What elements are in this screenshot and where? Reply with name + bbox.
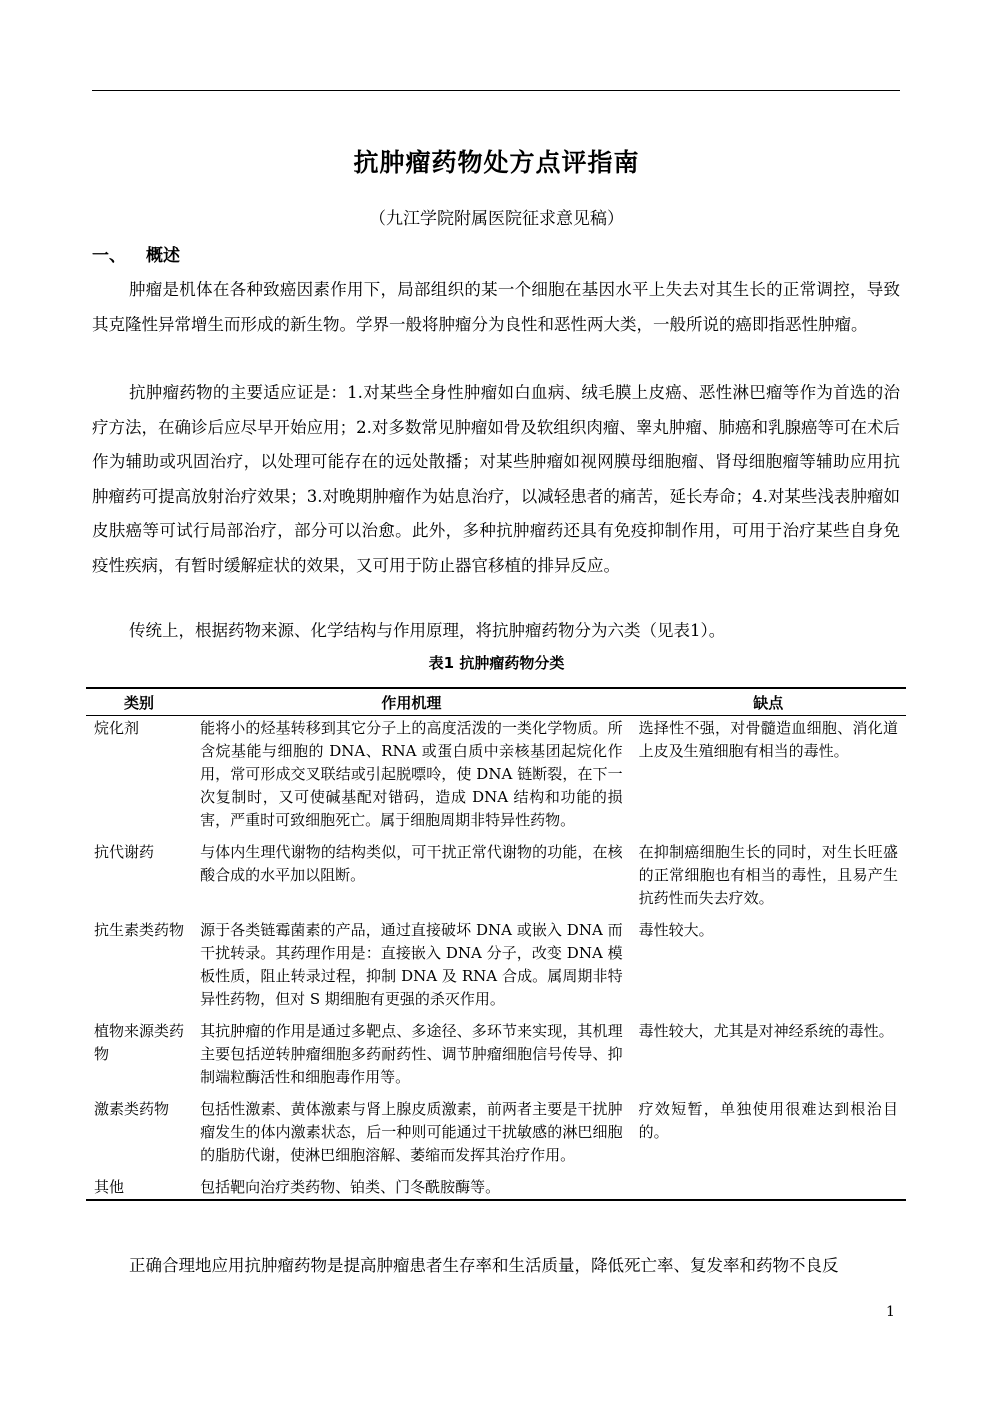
cell-weakness: 疗效短暂，单独使用很难达到根治目的。 <box>638 1100 898 1141</box>
cell-category: 烷化剂 <box>94 719 140 737</box>
cell-weakness: 毒性较大。 <box>638 921 714 939</box>
table-row <box>86 1175 906 1200</box>
paragraph-classification: 传统上，根据药物来源、化学结构与作用原理，将抗肿瘤药物分为六类（见表1）。 <box>129 621 726 640</box>
header-rule <box>92 90 900 91</box>
column-header-category: 类别 <box>86 688 192 716</box>
table-row <box>86 840 906 918</box>
column-header-weakness: 缺点 <box>631 688 906 716</box>
document-subtitle: （九江学院附属医院征求意见稿） <box>369 209 624 229</box>
cell-weakness: 在抑制癌细胞生长的同时，对生长旺盛的正常细胞也有相当的毒性，且易产生抗药性而失去疗效。 <box>638 843 898 907</box>
table-header-row <box>86 688 906 716</box>
cell-mechanism: 其抗肿瘤的作用是通过多靶点、多途径、多环节来实现，其机理主要包括逆转肿瘤细胞多药耐药性、调节肿瘤细胞信号传导、抑制端粒酶活性和细胞毒作用等。 <box>200 1022 623 1086</box>
cell-category: 其他 <box>86 1175 192 1200</box>
cell-mechanism: 包括靶向治疗类药物、铂类、门冬酰胺酶等。 <box>192 1175 631 1200</box>
page-number: 1 <box>886 1304 895 1320</box>
table-row <box>86 716 906 841</box>
cell-mechanism: 源于各类链霉菌素的产品，通过直接破坏 DNA 或嵌入 DNA 而干扰转录。其药理作用是：直接嵌入 DNA 分子，改变 DNA 模板性质，阻止转录过程，抑制 DNA 及 RNA 合成。属周期非特异性药物，但对 S 期细胞有更强的杀灭作用。 <box>200 921 623 1008</box>
table-row <box>86 918 906 1019</box>
cell-mechanism: 与体内生理代谢物的结构类似，可干扰正常代谢物的功能，在核酸合成的水平加以阻断。 <box>200 843 623 884</box>
section-heading <box>92 241 180 266</box>
cell-category: 抗生素类药物 <box>94 921 185 939</box>
drug-classification-table <box>86 687 906 1201</box>
cell-weakness: 毒性较大，尤其是对神经系统的毒性。 <box>638 1022 894 1040</box>
column-header-mechanism: 作用机理 <box>192 688 631 716</box>
table-row <box>86 1097 906 1175</box>
table-row <box>86 1019 906 1097</box>
cell-mechanism: 包括性激素、黄体激素与肾上腺皮质激素，前两者主要是干扰肿瘤发生的体内激素状态，后一种则可能通过干扰敏感的淋巴细胞的脂肪代谢，使淋巴细胞溶解、萎缩而发挥其治疗作用。 <box>200 1100 623 1164</box>
table-caption: 表1 抗肿瘤药物分类 <box>428 654 565 672</box>
cell-category: 激素类药物 <box>94 1100 170 1118</box>
cell-category: 抗代谢药 <box>94 843 155 861</box>
paragraph-tumor-definition: 肿瘤是机体在各种致癌因素作用下，局部组织的某一个细胞在基因水平上失去对其生长的正常调控，导致其克隆性异常增生而形成的新生物。学界一般将肿瘤分为良性和恶性两大类，一般所说的癌即指恶性肿瘤。 <box>92 280 900 334</box>
cell-weakness <box>631 1175 906 1200</box>
cell-weakness: 选择性不强，对骨髓造血细胞、消化道上皮及生殖细胞有相当的毒性。 <box>638 719 898 760</box>
cell-category: 植物来源类药物 <box>94 1022 185 1063</box>
document-title: 抗肿瘤药物处方点评指南 <box>353 148 640 177</box>
paragraph-rational-use: 正确合理地应用抗肿瘤药物是提高肿瘤患者生存率和生活质量，降低死亡率、复发率和药物不良反 <box>129 1256 839 1275</box>
section-number: 一、 <box>92 246 126 266</box>
paragraph-indications: 抗肿瘤药物的主要适应证是：1.对某些全身性肿瘤如白血病、绒毛膜上皮癌、恶性淋巴瘤等作为首选的治疗方法，在确诊后应尽早开始应用；2.对多数常见肿瘤如骨及软组织肉瘤、睾丸肿瘤、肺癌和乳腺癌等可在术后作为辅助或巩固治疗，以处理可能存在的远处散播；对某些肿瘤如视网膜母细胞瘤、肾母细胞瘤等辅助应用抗肿瘤药可提高放射治疗效果；3.对晚期肿瘤作为姑息治疗，以减轻患者的痛苦，延长寿命；4.对某些浅表肿瘤如皮肤癌等可试行局部治疗，部分可以治愈。此外，多种抗肿瘤药还具有免疫抑制作用，可用于治疗某些自身免疫性疾病，有暂时缓解症状的效果，又可用于防止器官移植的排异反应。 <box>92 383 900 575</box>
cell-mechanism: 能将小的烃基转移到其它分子上的高度活泼的一类化学物质。所含烷基能与细胞的 DNA、RNA 或蛋白质中亲核基团起烷化作用，常可形成交叉联结或引起脱嘌呤，使 DNA 链断裂，在下一次复制时，又可使碱基配对错码，造成 DNA 结构和功能的损害，严重时可致细胞死亡。属于细胞周期非特异性药物。 <box>200 719 623 829</box>
section-title: 概述 <box>146 246 180 266</box>
